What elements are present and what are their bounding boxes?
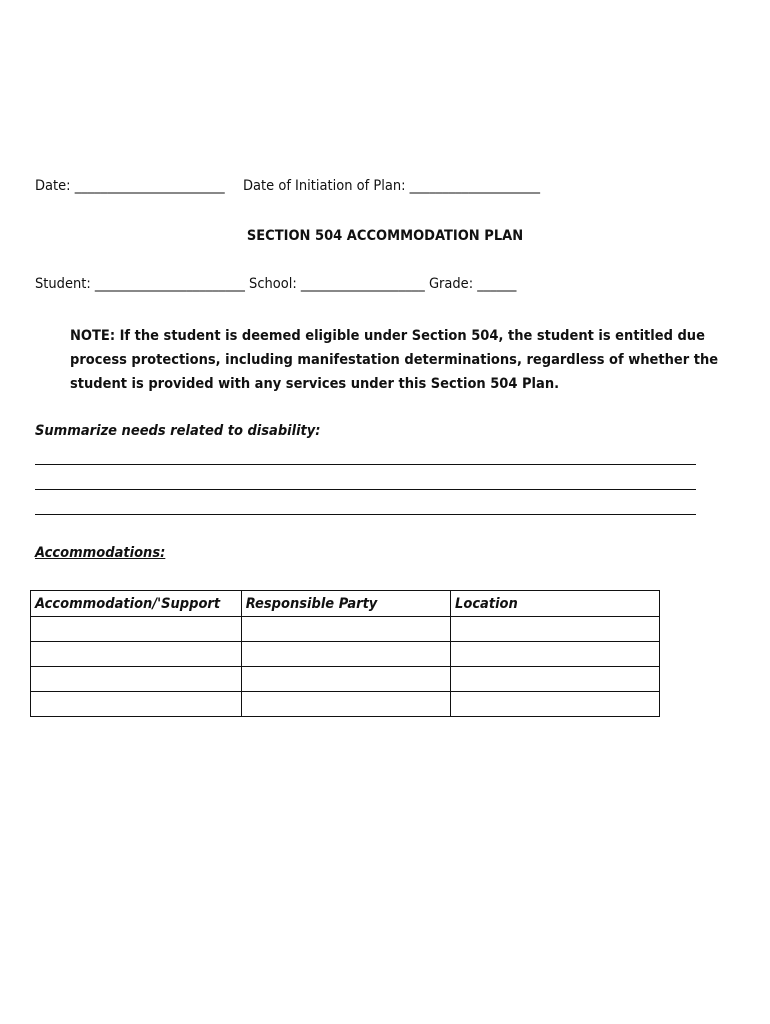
- table-row: [31, 667, 660, 692]
- table-cell[interactable]: [241, 667, 450, 692]
- column-header-responsible-party: Responsible Party: [241, 591, 450, 617]
- table-cell[interactable]: [241, 642, 450, 667]
- student-row: [35, 276, 516, 292]
- table-cell[interactable]: [451, 642, 660, 667]
- table-row: [31, 642, 660, 667]
- accommodations-table: [30, 590, 660, 717]
- date-field-label[interactable]: Date: _______________________: [35, 178, 225, 194]
- summarize-label: Summarize needs related to disability:: [35, 423, 321, 439]
- column-header-accommodation: Accommodation/'Support: [31, 591, 242, 617]
- table-cell[interactable]: [31, 692, 242, 717]
- table-cell[interactable]: [241, 692, 450, 717]
- table-header-row: [31, 591, 660, 617]
- summary-line-1[interactable]: [35, 464, 696, 465]
- initiation-date-field-label[interactable]: Date of Initiation of Plan: ____________________: [243, 178, 541, 194]
- page-title: SECTION 504 ACCOMMODATION PLAN: [246, 228, 524, 244]
- summary-line-2[interactable]: [35, 489, 696, 490]
- note-paragraph: NOTE: If the student is deemed eligible under Section 504, the student is entitled due process protections, including manifestation determinations, regardless of whether the student is provided with any services under this Section 504 Plan.: [70, 328, 719, 392]
- table-row: [31, 617, 660, 642]
- table-cell[interactable]: [241, 617, 450, 642]
- accommodations-heading: Accommodations:: [35, 545, 166, 561]
- table-cell[interactable]: [31, 642, 242, 667]
- school-field-label[interactable]: School: ___________________: [249, 276, 425, 292]
- table-row: [31, 692, 660, 717]
- summary-line-3[interactable]: [35, 514, 696, 515]
- column-header-location: Location: [451, 591, 660, 617]
- table-cell[interactable]: [451, 692, 660, 717]
- grade-field-label[interactable]: Grade: ______: [428, 276, 517, 292]
- table-cell[interactable]: [451, 667, 660, 692]
- table-cell[interactable]: [451, 617, 660, 642]
- table-cell[interactable]: [31, 667, 242, 692]
- date-row: [35, 178, 540, 194]
- student-field-label[interactable]: Student: _______________________: [35, 276, 245, 292]
- table-cell[interactable]: [31, 617, 242, 642]
